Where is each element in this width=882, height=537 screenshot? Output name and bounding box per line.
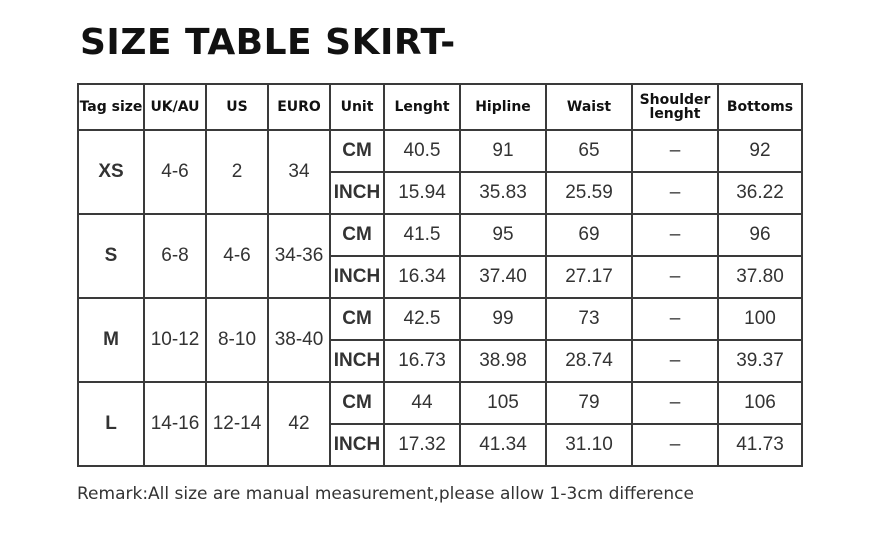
- tag-size-cell: L: [78, 382, 144, 466]
- shoulder-cell: –: [632, 298, 718, 340]
- euro-cell: 34-36: [268, 214, 330, 298]
- header-waist: Waist: [546, 84, 632, 130]
- us-cell: 8-10: [206, 298, 268, 382]
- shoulder-cell: –: [632, 214, 718, 256]
- shoulder-cell: –: [632, 130, 718, 172]
- bottoms-cell: 39.37: [718, 340, 802, 382]
- tag-size-cell: M: [78, 298, 144, 382]
- length-cell: 16.73: [384, 340, 460, 382]
- shoulder-cell: –: [632, 256, 718, 298]
- waist-cell: 79: [546, 382, 632, 424]
- shoulder-cell: –: [632, 172, 718, 214]
- waist-cell: 28.74: [546, 340, 632, 382]
- shoulder-cell: –: [632, 424, 718, 466]
- unit-cell: CM: [330, 382, 384, 424]
- unit-cell: INCH: [330, 256, 384, 298]
- shoulder-cell: –: [632, 340, 718, 382]
- hipline-cell: 105: [460, 382, 546, 424]
- length-cell: 17.32: [384, 424, 460, 466]
- us-cell: 12-14: [206, 382, 268, 466]
- bottoms-cell: 96: [718, 214, 802, 256]
- hipline-cell: 95: [460, 214, 546, 256]
- length-cell: 15.94: [384, 172, 460, 214]
- table-row: [78, 130, 802, 172]
- bottoms-cell: 36.22: [718, 172, 802, 214]
- size-table: [77, 83, 803, 467]
- us-cell: 2: [206, 130, 268, 214]
- unit-cell: INCH: [330, 172, 384, 214]
- page-title: SIZE TABLE SKIRT-: [80, 22, 456, 63]
- uk-au-cell: 4-6: [144, 130, 206, 214]
- waist-cell: 65: [546, 130, 632, 172]
- hipline-cell: 41.34: [460, 424, 546, 466]
- hipline-cell: 99: [460, 298, 546, 340]
- header-row: [78, 84, 802, 130]
- header-euro: EURO: [268, 84, 330, 130]
- euro-cell: 42: [268, 382, 330, 466]
- hipline-cell: 38.98: [460, 340, 546, 382]
- us-cell: 4-6: [206, 214, 268, 298]
- table-row: [78, 382, 802, 424]
- table-row: [78, 298, 802, 340]
- hipline-cell: 35.83: [460, 172, 546, 214]
- bottoms-cell: 106: [718, 382, 802, 424]
- waist-cell: 27.17: [546, 256, 632, 298]
- remark-note: Remark:All size are manual measurement,please allow 1-3cm difference: [77, 484, 694, 504]
- table-row: [78, 214, 802, 256]
- waist-cell: 73: [546, 298, 632, 340]
- unit-cell: INCH: [330, 340, 384, 382]
- unit-cell: CM: [330, 130, 384, 172]
- bottoms-cell: 37.80: [718, 256, 802, 298]
- header-length: Lenght: [384, 84, 460, 130]
- header-unit: Unit: [330, 84, 384, 130]
- shoulder-cell: –: [632, 382, 718, 424]
- hipline-cell: 91: [460, 130, 546, 172]
- header-bottoms: Bottoms: [718, 84, 802, 130]
- length-cell: 42.5: [384, 298, 460, 340]
- length-cell: 41.5: [384, 214, 460, 256]
- bottoms-cell: 41.73: [718, 424, 802, 466]
- waist-cell: 31.10: [546, 424, 632, 466]
- euro-cell: 34: [268, 130, 330, 214]
- uk-au-cell: 14-16: [144, 382, 206, 466]
- waist-cell: 25.59: [546, 172, 632, 214]
- bottoms-cell: 92: [718, 130, 802, 172]
- unit-cell: CM: [330, 214, 384, 256]
- length-cell: 44: [384, 382, 460, 424]
- header-shoulder-length: Shoulder lenght: [632, 84, 718, 130]
- length-cell: 40.5: [384, 130, 460, 172]
- header-hipline: Hipline: [460, 84, 546, 130]
- unit-cell: INCH: [330, 424, 384, 466]
- uk-au-cell: 6-8: [144, 214, 206, 298]
- tag-size-cell: S: [78, 214, 144, 298]
- unit-cell: CM: [330, 298, 384, 340]
- hipline-cell: 37.40: [460, 256, 546, 298]
- bottoms-cell: 100: [718, 298, 802, 340]
- header-uk-au: UK/AU: [144, 84, 206, 130]
- length-cell: 16.34: [384, 256, 460, 298]
- tag-size-cell: XS: [78, 130, 144, 214]
- euro-cell: 38-40: [268, 298, 330, 382]
- header-us: US: [206, 84, 268, 130]
- waist-cell: 69: [546, 214, 632, 256]
- uk-au-cell: 10-12: [144, 298, 206, 382]
- header-tag-size: Tag size: [78, 84, 144, 130]
